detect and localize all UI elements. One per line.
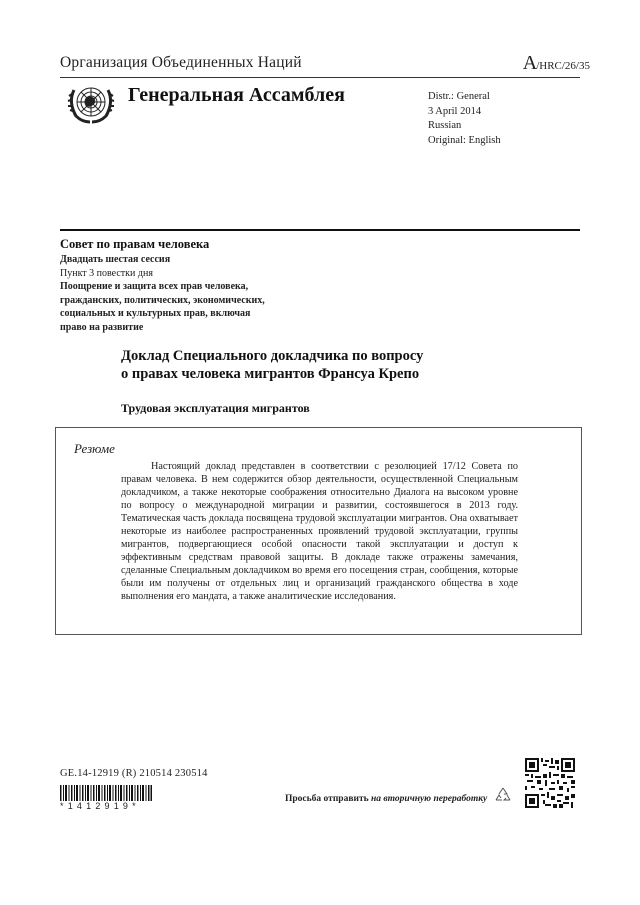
session-line: Двадцать шестая сессия [60,254,171,265]
report-title-line: о правах человека мигрантов Франсуа Крепо [121,365,420,382]
date-line: 3 April 2014 [428,105,482,117]
recycle-icon [493,786,513,806]
document-symbol [523,52,590,75]
report-subtitle: Трудовая эксплуатация мигрантов [121,401,310,415]
barcode-number: *1412919* [60,801,140,811]
report-title [121,348,423,383]
agenda-block [60,253,265,334]
report-title-line: Доклад Специального докладчика по вопросу [121,348,424,364]
section-rule [60,229,580,231]
un-emblem-icon [64,80,118,126]
summary-label: Резюме [74,441,115,456]
agenda-topic-line: гражданских, политических, экономических, [60,294,265,306]
symbol-prefix: A [522,52,537,74]
recycle-text-italic: на вторичную переработку [371,794,488,804]
organization-name: Организация Объединенных Наций [60,54,302,71]
distr-line: Distr.: General [428,91,490,102]
barcode-icon [60,785,152,801]
summary-text: Настоящий доклад представлен в соответствии с резолюцией 17/12 Совета по правам человека. В нем содержится обзор деятельности, осуществленной Специальным докладчиком, а также некоторые соображения относительно Диалога на высоком уровне по вопросу о международной миграции и развитии, состоявшегося в 2013 году. Тематическая часть доклада посвящена трудовой эксплуатации мигрантов. Она охватывает некоторые из наиболее распространенных проявлений трудовой эксплуатации, группы мигрантов, подвергающиеся особой опасности такой эксплуатации и доступ к эффективным средствам правовой защиты. В докладе также отражены замечания, сделанные Специальным докладчиком во время его посещения стран, сообщения, которые были им получены от отдельных лиц и организаций гражданского общества в ходе выполнения его мандата, а также аналитические исследования. [121,461,518,602]
qr-code-icon [525,757,575,809]
job-code: GE.14-12919 (R) 210514 230514 [60,768,208,779]
agenda-topic-line: Поощрение и защита всех прав человека, [60,281,249,292]
council-name: Совет по правам человека [60,237,210,251]
symbol-rest: /HRC/26/35 [536,60,590,72]
distribution-info [428,90,501,148]
original-line: Original: English [428,134,501,146]
agenda-topic-line: право на развитие [60,321,144,333]
recycle-notice [285,794,487,804]
agenda-topic-line: социальных и культурных прав, включая [60,308,251,319]
language-line: Russian [428,120,462,131]
body-name: Генеральная Ассамблея [128,84,345,106]
agenda-item: Пункт 3 повестки дня [60,267,153,279]
header-rule [60,77,580,78]
recycle-text-prefix: Просьба отправить [285,794,372,804]
